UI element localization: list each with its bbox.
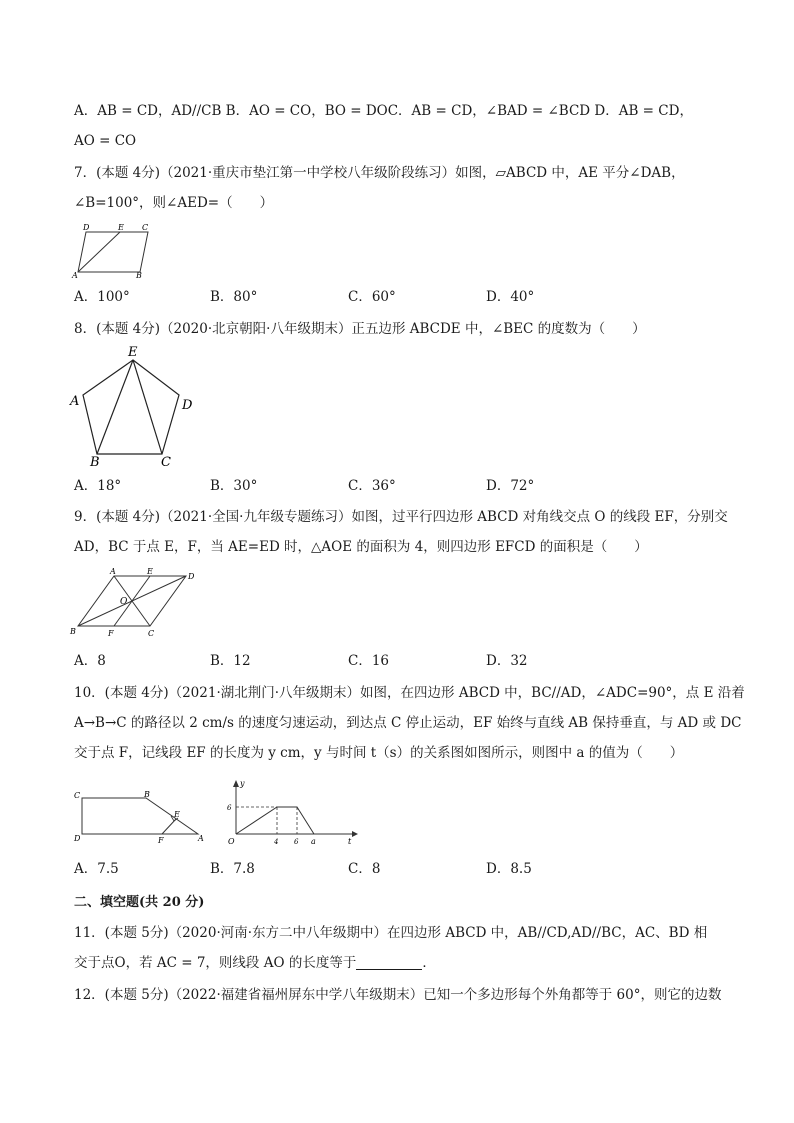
- label-b: B: [136, 271, 142, 280]
- label-c: C: [161, 455, 171, 468]
- q10-option-b[interactable]: B．7.8: [210, 861, 255, 877]
- label-b: B: [90, 455, 100, 468]
- section-title-fill-in: 二、填空题(共 20 分): [74, 895, 205, 910]
- label-c: C: [142, 223, 149, 232]
- q9-option-a[interactable]: A．8: [74, 653, 106, 669]
- q9-question-line1: 9．(本题 4分)（2021·全国·九年级专题练习）如图，过平行四边形 ABCD 对角线交点 O 的线段 EF，分别交: [74, 509, 728, 525]
- q10-option-d[interactable]: D．8.5: [486, 861, 532, 877]
- q8-option-a[interactable]: A．18°: [74, 478, 122, 494]
- q10-question-line1: 10．(本题 4分)（2021·湖北荆门·八年级期末）如图，在四边形 ABCD 中，BC//AD，∠ADC=90°，点 E 沿着: [74, 685, 745, 701]
- tick-label-a: a: [311, 837, 316, 846]
- q12-question-line1: 12．(本题 5分)（2022·福建省福州屏东中学八年级期末）已知一个多边形每个外角都等于 60°，则它的边数: [74, 987, 722, 1003]
- label-e: E: [174, 810, 180, 819]
- t-axis-arrow: [352, 831, 358, 837]
- label-e: E: [147, 567, 153, 576]
- q9-parallelogram-figure: [68, 564, 202, 640]
- label-c: C: [148, 629, 155, 638]
- q11-line2-text: 交于点O，若 AC = 7，则线段 AO 的长度等于: [74, 955, 357, 971]
- q11-answer-blank[interactable]: [356, 955, 422, 970]
- label-d: D: [182, 398, 193, 413]
- q10-yt-graph: [222, 776, 358, 848]
- q6-options-line2: AO = CO: [74, 133, 137, 149]
- label-a: A: [70, 394, 80, 409]
- segment-ec: [133, 360, 162, 454]
- label-d: D: [74, 834, 81, 843]
- q7-option-a[interactable]: A．100°: [74, 289, 130, 305]
- q8-option-d[interactable]: D．72°: [486, 478, 535, 494]
- label-f: F: [108, 629, 114, 638]
- q9-option-b[interactable]: B．12: [210, 653, 251, 669]
- label-d: D: [188, 572, 195, 581]
- q8-pentagon-figure: [66, 342, 206, 468]
- label-a: A: [110, 567, 116, 576]
- q10-option-a[interactable]: A．7.5: [74, 861, 119, 877]
- q11-question-line2: [74, 954, 436, 972]
- q9-option-d[interactable]: D．32: [486, 653, 528, 669]
- q8-question-line1: 8．(本题 4分)（2020·北京朝阳·八年级期末）正五边形 ABCDE 中，∠BEC 的度数为（ ）: [74, 321, 646, 337]
- tick-label-6-x: 6: [294, 838, 299, 846]
- q11-line2-end: ．: [422, 955, 436, 971]
- q7-question-line2: ∠B=100°，则∠AED=（ ）: [74, 195, 274, 211]
- segment-eb: [97, 360, 133, 454]
- label-t: t: [348, 837, 352, 846]
- pentagon-abcde: [83, 360, 179, 454]
- label-c: C: [74, 791, 81, 800]
- label-b: B: [70, 627, 76, 636]
- label-o: O: [120, 597, 128, 607]
- q10-question-line2: A→B→C 的路径以 2 cm/s 的速度匀速运动，到达点 C 停止运动，EF 始终与直线 AB 保持垂直，与 AD 或 DC: [74, 715, 742, 731]
- q6-options-line1: A．AB = CD，AD//CB B．AO = CO，BO = DOC．AB = CD，∠BAD = ∠BCD D．AB = CD，: [74, 103, 693, 119]
- q10-question-line3: 交于点 F，记线段 EF 的长度为 y cm，y 与时间 t（s）的关系图如图所示，则图中 a 的值为（ ）: [74, 745, 684, 761]
- q7-option-c[interactable]: C．60°: [348, 289, 396, 305]
- q8-option-c[interactable]: C．36°: [348, 478, 396, 494]
- trapezoid-abcd: [82, 798, 198, 834]
- q8-option-b[interactable]: B．30°: [210, 478, 258, 494]
- q9-option-c[interactable]: C．16: [348, 653, 390, 669]
- q9-question-line2: AD，BC 于点 E，F，当 AE=ED 时，△AOE 的面积为 4，则四边形 EFCD 的面积是（ ）: [74, 539, 648, 555]
- label-d: D: [83, 223, 90, 232]
- yt-curve: [236, 807, 314, 834]
- label-y: y: [240, 779, 245, 788]
- q10-option-c[interactable]: C．8: [348, 861, 381, 877]
- q11-question-line1: 11．(本题 5分)（2020·河南·东方二中八年级期中）在四边形 ABCD 中，AB//CD,AD//BC，AC、BD 相: [74, 925, 708, 941]
- q10-trapezoid-figure: [70, 788, 206, 844]
- q7-parallelogram-figure: [70, 220, 156, 280]
- tick-label-4: 4: [274, 838, 279, 846]
- y-axis-arrow: [233, 780, 239, 787]
- q7-option-d[interactable]: D．40°: [486, 289, 535, 305]
- q7-question-line1: 7．(本题 4分)（2021·重庆市垫江第一中学校八年级阶段练习）如图，▱ABCD 中，AE 平分∠DAB，: [74, 165, 685, 181]
- label-b: B: [144, 790, 150, 799]
- tick-label-6: 6: [227, 804, 232, 812]
- label-origin: O: [228, 837, 235, 846]
- label-e: E: [128, 345, 138, 360]
- label-a: A: [198, 834, 204, 843]
- label-a: A: [72, 271, 78, 280]
- label-e: E: [118, 223, 124, 232]
- q7-option-b[interactable]: B．80°: [210, 289, 258, 305]
- label-f: F: [158, 836, 164, 844]
